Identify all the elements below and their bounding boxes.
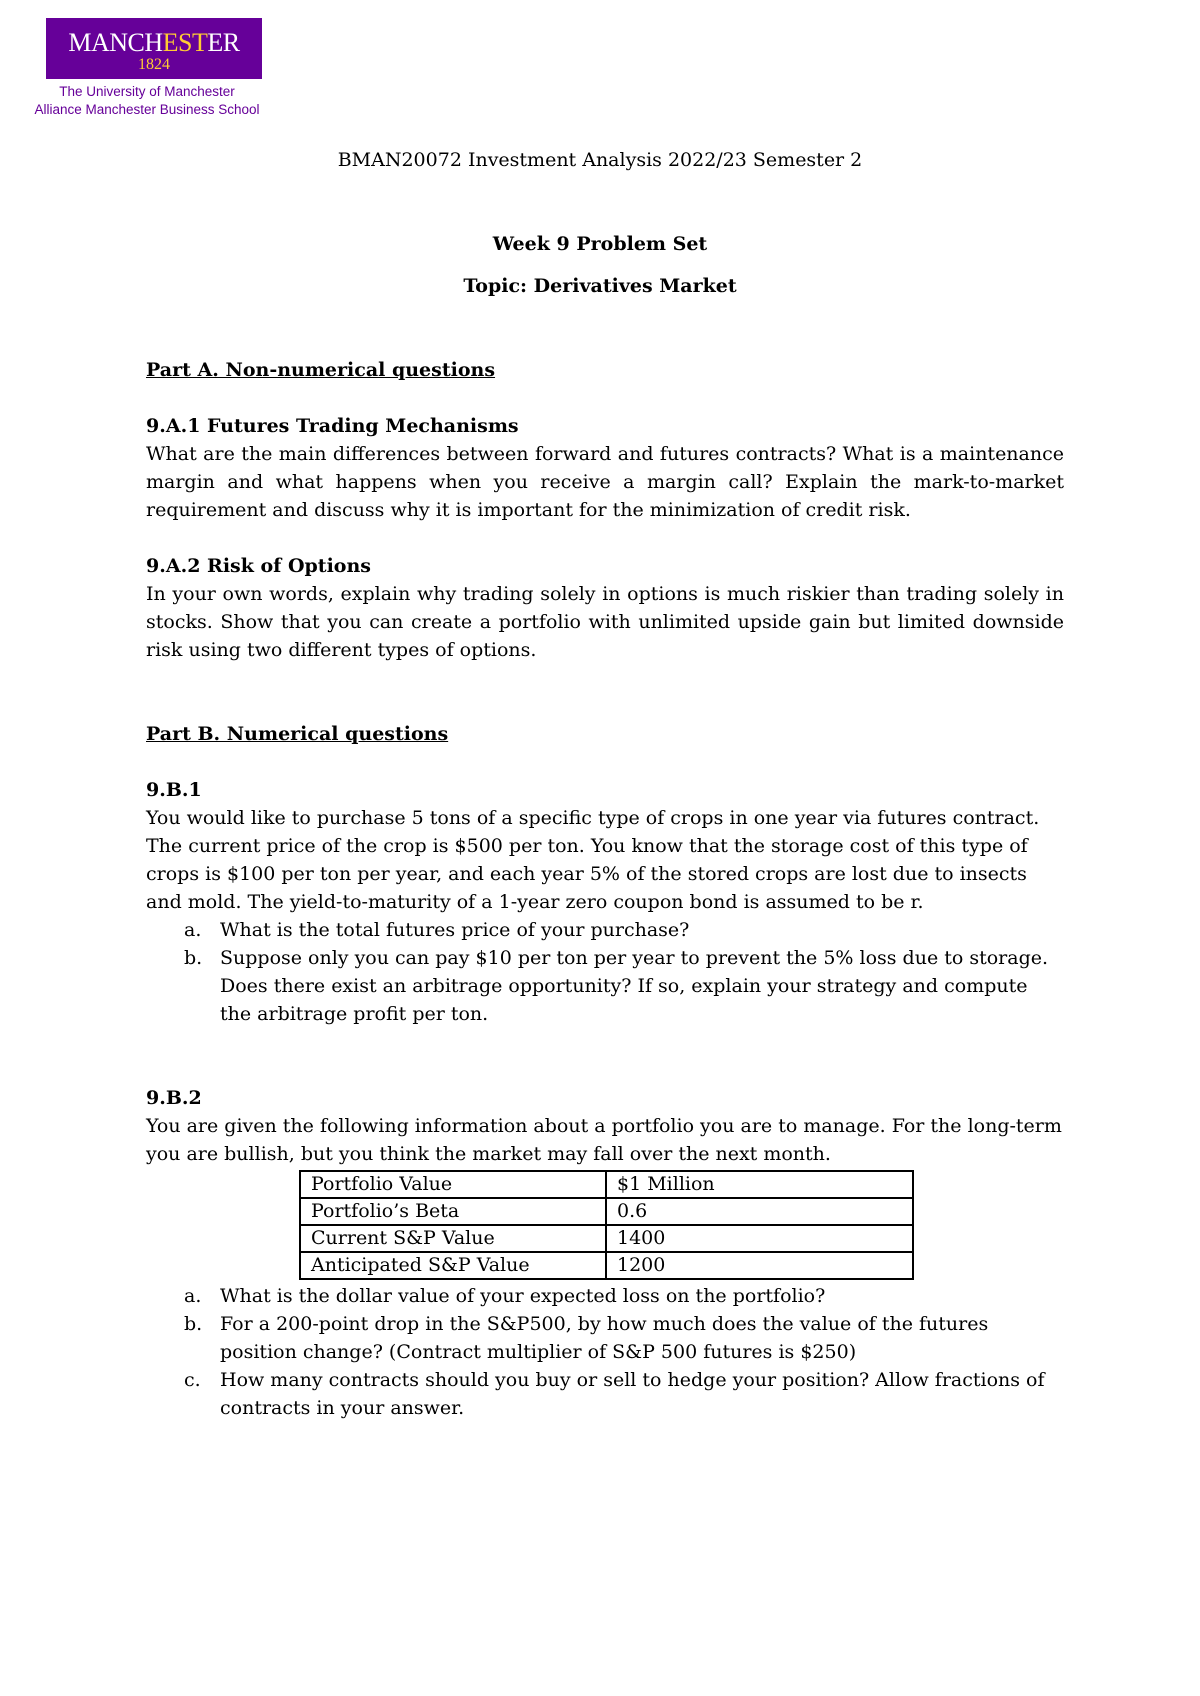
question-9a1-title: 9.A.1 Futures Trading Mechanisms xyxy=(146,415,519,437)
table-cell: $1 Million xyxy=(606,1171,913,1198)
question-9a2-text: In your own words, explain why trading solely in options is much riskier than trading solely in stocks. Show that you can create a portfolio with unlimited upside gain but limited downside risk using two different types of options. xyxy=(146,583,1064,661)
table-row xyxy=(300,1252,913,1279)
logo-year: 1824 xyxy=(138,56,170,73)
logo-wordmark: MANCHESTER xyxy=(68,28,240,57)
list-item: b. Suppose only you can pay $10 per ton per year to prevent the 5% loss due to storage. Does there exist an arbitrage opportunity? If so, explain your strategy and compute the arbitrage profit per ton. xyxy=(184,947,1049,1025)
table-cell: Portfolio’s Beta xyxy=(300,1198,606,1225)
topic-title: Topic: Derivatives Market xyxy=(463,275,737,297)
table-cell: 1400 xyxy=(606,1225,913,1252)
question-9a1-text: What are the main differences between forward and futures contracts? What is a maintenance margin and what happens when you receive a margin call? Explain the mark-to-market requirement and discuss why it is important for the minimization of credit risk. xyxy=(146,443,1064,521)
question-9b1-list xyxy=(146,916,1064,1028)
course-title: BMAN20072 Investment Analysis 2022/23 Semester 2 xyxy=(337,149,863,171)
part-b-heading: Part B. Numerical questions xyxy=(146,723,449,745)
question-9b2-title: 9.B.2 xyxy=(146,1087,202,1109)
question-9b2-list xyxy=(146,1282,1064,1422)
list-item: a. What is the total futures price of your purchase? xyxy=(184,919,690,941)
list-item: b. For a 200-point drop in the S&P500, by how much does the value of the futures position change? (Contract multiplier of S&P 500 futures is $250) xyxy=(184,1313,989,1363)
list-item: a. What is the dollar value of your expected loss on the portfolio? xyxy=(184,1285,826,1307)
table-cell: Portfolio Value xyxy=(300,1171,606,1198)
table-row xyxy=(300,1171,913,1198)
table-row xyxy=(300,1198,913,1225)
logo-school-name: Alliance Manchester Business School xyxy=(34,102,260,117)
portfolio-table xyxy=(299,1170,914,1280)
logo-university-name: The University of Manchester xyxy=(59,84,235,99)
list-item: c. How many contracts should you buy or sell to hedge your position? Allow fractions of contracts in your answer. xyxy=(184,1369,1045,1419)
table-cell: 1200 xyxy=(606,1252,913,1279)
university-logo xyxy=(22,18,272,120)
question-9b1-text: You would like to purchase 5 tons of a specific type of crops in one year via futures contract. The current price of the crop is $500 per ton. You know that the storage cost of this type of crops is $100 per ton per year, and each year 5% of the stored crops are lost due to insects and mold. The yield-to-maturity of a 1-year zero coupon bond is assumed to be r. xyxy=(146,807,1040,913)
question-9b1-title: 9.B.1 xyxy=(146,779,202,801)
part-a-heading: Part A. Non-numerical questions xyxy=(146,359,496,381)
logo-wordmark-box xyxy=(46,18,262,79)
table-row xyxy=(300,1225,913,1252)
question-9a2-title: 9.A.2 Risk of Options xyxy=(146,555,371,577)
page-title: Week 9 Problem Set xyxy=(492,233,708,255)
table-cell: Current S&P Value xyxy=(300,1225,606,1252)
question-9b2-text: You are given the following information about a portfolio you are to manage. For the long-term you are bullish, but you think the market may fall over the next month. xyxy=(146,1115,1062,1165)
table-cell: Anticipated S&P Value xyxy=(300,1252,606,1279)
table-cell: 0.6 xyxy=(606,1198,913,1225)
